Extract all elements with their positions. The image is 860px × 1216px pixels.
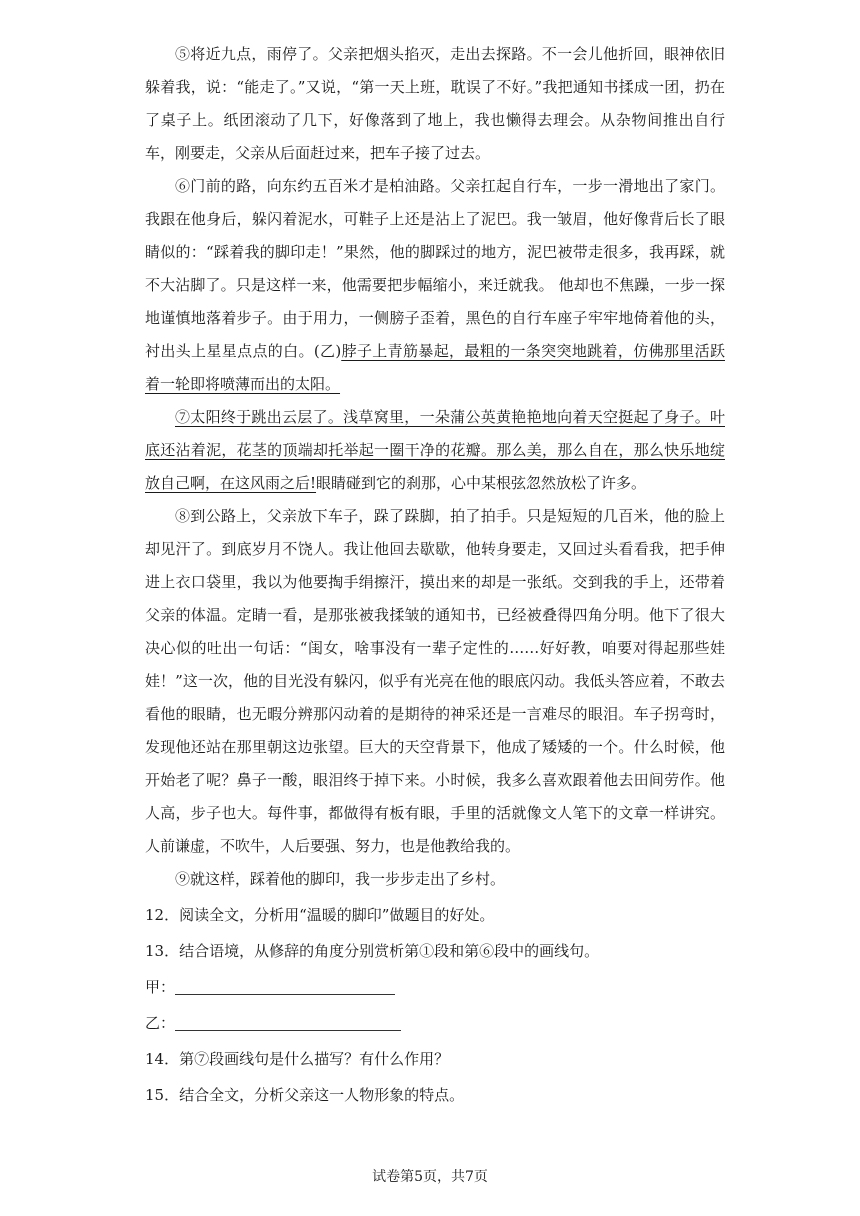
underlined-sentence-yi: 脖子上青筋暴起，最粗的一条突突地跳着，仿佛那里活跃着一轮即将喷薄而出的太阳。	[145, 342, 725, 393]
paragraph-8: ⑧到公路上，父亲放下车子，跺了跺脚，拍了拍手。只是短短的几百米，他的脸上却见汗了。到底岁月不饶人。我让他回去歇歇，他转身要走，又回过头看看我，把手伸进上衣口袋里，我以为他要掏手绢擦汗，摸出来的却是一张纸。交到我的手上，还带着父亲的体温。定睛一看，是那张被我揉皱的通知书，已经被叠得四角分明。他下了很大决心似的吐出一句话：“闺女，啥事没有一辈子定性的……好好教，咱要对得起那些娃娃！”这一次，他的目光没有躲闪，似乎有光亮在他的眼底闪动。我低头答应着，不敢去看他的眼睛，也无暇分辨那闪动着的是期待的神采还是一言难尽的眼泪。车子拐弯时，发现他还站在那里朝这边张望。巨大的天空背景下，他成了矮矮的一个。什么时候，他开始老了呢？鼻子一酸，眼泪终于掉下来。小时候，我多么喜欢跟着他去田间劳作。他人高，步子也大。每件事，都做得有板有眼，手里的活就像文人笔下的文章一样讲究。人前谦虚，不吹牛，人后要强、努力，也是他教给我的。	[145, 507, 725, 855]
answer-label-yi: 乙：	[145, 1014, 176, 1032]
paragraph-9: ⑨就这样，踩着他的脚印，我一步步走出了乡村。	[175, 870, 506, 888]
answer-blank-jia[interactable]	[175, 976, 395, 995]
paragraph-7-text: 眼睛碰到它的刹那，心中某根弦忽然放松了许多。	[316, 474, 647, 492]
answer-line-jia	[145, 971, 725, 1004]
passage-content	[145, 38, 725, 1112]
underlined-sentence-p7: ⑦太阳终于跳出云层了。浅草窝里，一朵蒲公英黄艳艳地向着天空挺起了身子。叶底还沾着泥，花茎的顶端却托举起一圈干净的花瓣。那么美，那么自在，那么快乐地绽放自己啊，在这风雨之后!	[145, 408, 725, 492]
paragraph-6-text: ⑥门前的路，向东约五百米才是柏油路。父亲扛起自行车，一步一滑地出了家门。我跟在他身后，躲闪着泥水，可鞋子上还是沾上了泥巴。我一皱眉，他好像背后长了眼睛似的：“踩着我的脚印走！”果然，他的脚踩过的地方，泥巴被带走很多，我再踩，就不大沾脚了。只是这样一来，他需要把步幅缩小，来迁就我。 他却也不焦躁，一步一探地谨慎地落着步子。由于用力，一侧膀子歪着，黑色的自行车座子牢牢地倚着他的头，衬出头上星星点点的白。(乙)	[145, 177, 725, 360]
answer-label-jia: 甲：	[145, 978, 176, 996]
question-12: 12．阅读全文，分析用“温暖的脚印”做题目的好处。	[145, 906, 495, 924]
answer-blank-yi[interactable]	[175, 1012, 401, 1031]
paragraph-5: ⑤将近九点，雨停了。父亲把烟头掐灭，走出去探路。不一会儿他折回，眼神依旧躲着我，说：“能走了。”又说，“第一天上班，耽误了不好。”我把通知书揉成一团，扔在了桌子上。纸团滚动了几下，好像落到了地上，我也懒得去理会。从杂物间推出自行车，刚要走，父亲从后面赶过来，把车子接了过去。	[145, 45, 725, 162]
page-footer: 试卷第5页，共7页	[372, 1169, 488, 1185]
answer-line-yi	[145, 1007, 725, 1040]
paragraph-7	[145, 401, 725, 500]
paragraph-6	[145, 170, 725, 401]
question-13: 13．结合语境，从修辞的角度分别赏析第①段和第⑥段中的画线句。	[145, 942, 600, 960]
question-14: 14．第⑦段画线句是什么描写？有什么作用？	[145, 1050, 450, 1068]
question-15: 15．结合全文，分析父亲这一人物形象的特点。	[145, 1086, 465, 1104]
